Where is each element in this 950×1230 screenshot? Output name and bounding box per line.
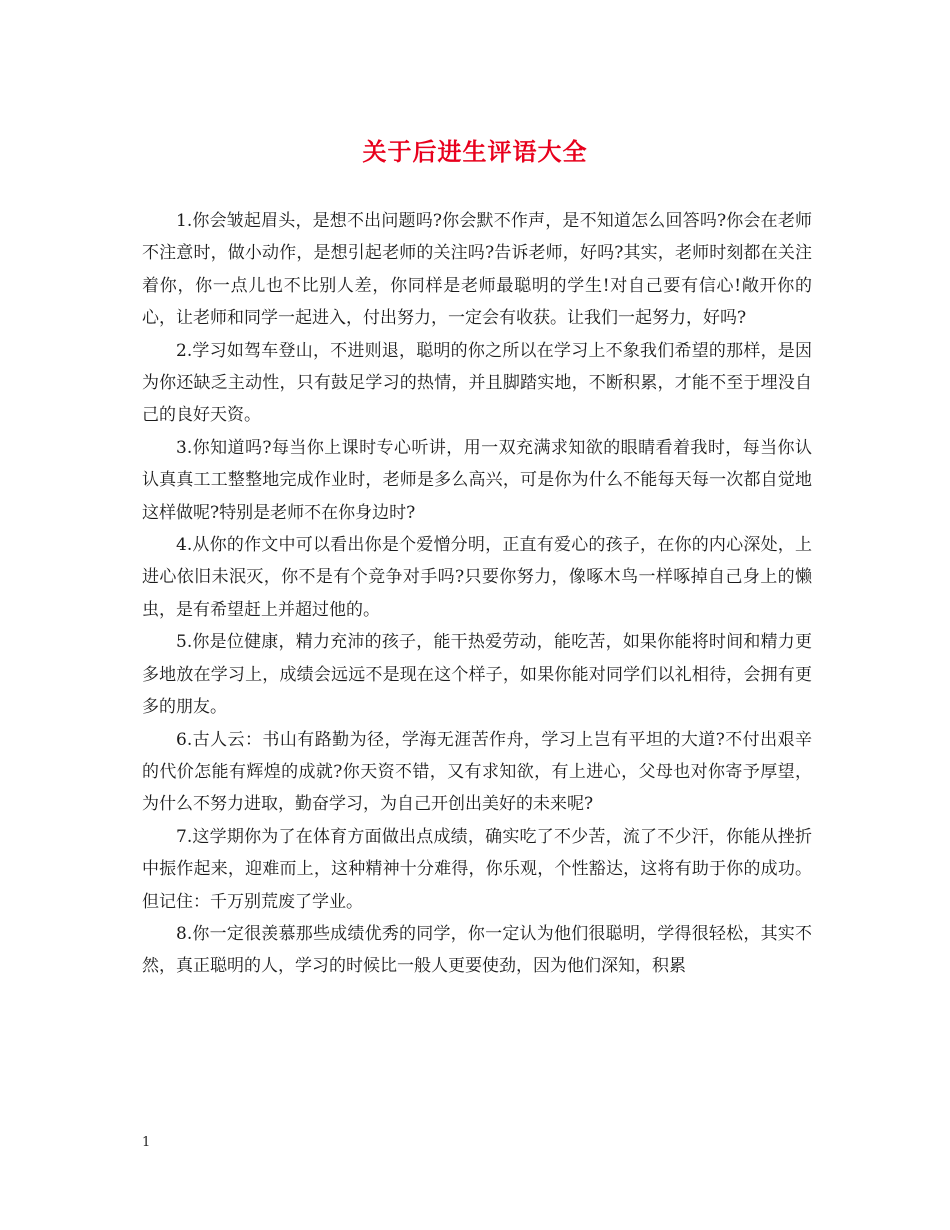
- document-body: [142, 205, 812, 983]
- paragraph-3: 3.你知道吗?每当你上课时专心听讲，用一双充满求知欲的眼睛看着我时，每当你认认真真工工整整地完成作业时，老师是多么高兴，可是你为什么不能每天每一次都自觉地这样做呢?特别是老师不在你身边时?: [142, 437, 812, 523]
- page-number: 1: [142, 1135, 151, 1150]
- paragraph-5: 5.你是位健康，精力充沛的孩子，能干热爱劳动，能吃苦，如果你能将时间和精力更多地放在学习上，成绩会远远不是现在这个样子，如果你能对同学们以礼相待，会拥有更多的朋友。: [142, 632, 812, 718]
- document-title: 关于后进生评语大全: [362, 138, 588, 166]
- paragraph-2: 2.学习如驾车登山，不进则退，聪明的你之所以在学习上不象我们希望的那样，是因为你还缺乏主动性，只有鼓足学习的热情，并且脚踏实地，不断积累，才能不至于埋没自己的良好天资。: [142, 340, 812, 426]
- paragraph-4: 4.从你的作文中可以看出你是个爱憎分明，正直有爱心的孩子，在你的内心深处，上进心依旧未泯灭，你不是有个竞争对手吗?只要你努力，像啄木鸟一样啄掉自己身上的懒虫，是有希望赶上并超过他的。: [142, 535, 812, 620]
- paragraph-8: 8.你一定很羡慕那些成绩优秀的同学，你一定认为他们很聪明，学得很轻松，其实不然，真正聪明的人，学习的时候比一般人更要使劲，因为他们深知，积累: [142, 923, 812, 977]
- paragraph-6: 6.古人云：书山有路勤为径，学海无涯苦作舟，学习上岂有平坦的大道?不付出艰辛的代价怎能有辉煌的成就?你天资不错，又有求知欲，有上进心，父母也对你寄予厚望，为什么不努力进取，勤奋学习，为自己开创出美好的未来呢?: [142, 729, 812, 815]
- paragraph-1: 1.你会皱起眉头，是想不出问题吗?你会默不作声，是不知道怎么回答吗?你会在老师不注意时，做小动作，是想引起老师的关注吗?告诉老师，好吗?其实，老师时刻都在关注着你，你一点儿也不比别人差，你同样是老师最聪明的学生!对自己要有信心!敞开你的心，让老师和同学一起进入，付出努力，一定会有收获。让我们一起努力，好吗?: [142, 211, 812, 329]
- paragraph-7: 7.这学期你为了在体育方面做出点成绩，确实吃了不少苦，流了不少汗，你能从挫折中振作起来，迎难而上，这种精神十分难得，你乐观，个性豁达，这将有助于你的成功。但记住：千万别荒废了学业。: [142, 826, 812, 912]
